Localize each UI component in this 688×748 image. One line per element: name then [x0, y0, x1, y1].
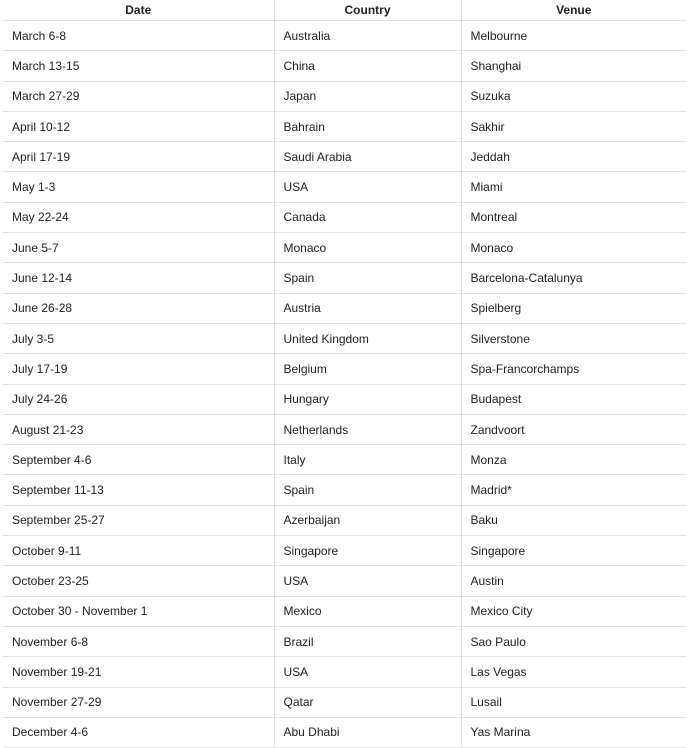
table-row	[3, 111, 686, 141]
table-row	[3, 142, 686, 172]
date-cell: April 10-12	[3, 111, 274, 141]
country-cell: Hungary	[274, 384, 461, 414]
table-row	[3, 475, 686, 505]
date-cell: May 1-3	[3, 172, 274, 202]
date-cell: October 9-11	[3, 536, 274, 566]
venue-cell: Melbourne	[461, 21, 686, 51]
country-cell: Monaco	[274, 233, 461, 263]
table-row	[3, 445, 686, 475]
country-cell: United Kingdom	[274, 323, 461, 353]
country-cell: Spain	[274, 263, 461, 293]
table-row	[3, 536, 686, 566]
venue-cell: Miami	[461, 172, 686, 202]
table-row	[3, 323, 686, 353]
venue-cell: Spa-Francorchamps	[461, 354, 686, 384]
venue-cell: Lusail	[461, 687, 686, 717]
venue-cell: Mexico City	[461, 596, 686, 626]
table-row	[3, 657, 686, 687]
date-cell: August 21-23	[3, 414, 274, 444]
table-row	[3, 384, 686, 414]
venue-cell: Shanghai	[461, 51, 686, 81]
country-cell: Spain	[274, 475, 461, 505]
country-cell: Canada	[274, 202, 461, 232]
table-row	[3, 505, 686, 535]
table-row	[3, 263, 686, 293]
country-cell: USA	[274, 657, 461, 687]
country-cell: Belgium	[274, 354, 461, 384]
venue-cell: Madrid*	[461, 475, 686, 505]
date-cell: June 5-7	[3, 233, 274, 263]
date-cell: March 13-15	[3, 51, 274, 81]
column-header-country: Country	[274, 0, 461, 21]
country-cell: Japan	[274, 81, 461, 111]
date-cell: December 4-6	[3, 717, 274, 747]
venue-cell: Sao Paulo	[461, 626, 686, 656]
country-cell: Azerbaijan	[274, 505, 461, 535]
table-row	[3, 596, 686, 626]
venue-cell: Silverstone	[461, 323, 686, 353]
table-row	[3, 626, 686, 656]
date-cell: July 24-26	[3, 384, 274, 414]
country-cell: Bahrain	[274, 111, 461, 141]
table-row	[3, 51, 686, 81]
date-cell: September 4-6	[3, 445, 274, 475]
country-cell: Abu Dhabi	[274, 717, 461, 747]
date-cell: March 6-8	[3, 21, 274, 51]
country-cell: Mexico	[274, 596, 461, 626]
country-cell: USA	[274, 566, 461, 596]
country-cell: Netherlands	[274, 414, 461, 444]
venue-cell: Zandvoort	[461, 414, 686, 444]
table-row	[3, 21, 686, 51]
header-row	[3, 0, 686, 21]
date-cell: July 17-19	[3, 354, 274, 384]
date-cell: October 23-25	[3, 566, 274, 596]
table-row	[3, 293, 686, 323]
table-row	[3, 172, 686, 202]
table-row	[3, 566, 686, 596]
date-cell: June 26-28	[3, 293, 274, 323]
table-row	[3, 717, 686, 747]
table-row	[3, 202, 686, 232]
country-cell: Italy	[274, 445, 461, 475]
venue-cell: Baku	[461, 505, 686, 535]
venue-cell: Budapest	[461, 384, 686, 414]
table-row	[3, 687, 686, 717]
race-calendar-table	[3, 0, 686, 748]
date-cell: November 27-29	[3, 687, 274, 717]
venue-cell: Yas Marina	[461, 717, 686, 747]
date-cell: November 19-21	[3, 657, 274, 687]
venue-cell: Suzuka	[461, 81, 686, 111]
country-cell: China	[274, 51, 461, 81]
table-row	[3, 81, 686, 111]
date-cell: September 25-27	[3, 505, 274, 535]
venue-cell: Barcelona-Catalunya	[461, 263, 686, 293]
country-cell: Australia	[274, 21, 461, 51]
country-cell: Singapore	[274, 536, 461, 566]
venue-cell: Monza	[461, 445, 686, 475]
column-header-venue: Venue	[461, 0, 686, 21]
venue-cell: Austin	[461, 566, 686, 596]
country-cell: Qatar	[274, 687, 461, 717]
country-cell: Brazil	[274, 626, 461, 656]
venue-cell: Singapore	[461, 536, 686, 566]
column-header-date: Date	[3, 0, 274, 21]
table-body	[3, 21, 686, 748]
venue-cell: Sakhir	[461, 111, 686, 141]
venue-cell: Jeddah	[461, 142, 686, 172]
date-cell: April 17-19	[3, 142, 274, 172]
country-cell: USA	[274, 172, 461, 202]
date-cell: July 3-5	[3, 323, 274, 353]
country-cell: Saudi Arabia	[274, 142, 461, 172]
table-row	[3, 354, 686, 384]
venue-cell: Las Vegas	[461, 657, 686, 687]
country-cell: Austria	[274, 293, 461, 323]
venue-cell: Spielberg	[461, 293, 686, 323]
table-row	[3, 233, 686, 263]
date-cell: March 27-29	[3, 81, 274, 111]
table-header	[3, 0, 686, 21]
venue-cell: Montreal	[461, 202, 686, 232]
table-row	[3, 414, 686, 444]
date-cell: November 6-8	[3, 626, 274, 656]
date-cell: June 12-14	[3, 263, 274, 293]
date-cell: September 11-13	[3, 475, 274, 505]
venue-cell: Monaco	[461, 233, 686, 263]
date-cell: May 22-24	[3, 202, 274, 232]
date-cell: October 30 - November 1	[3, 596, 274, 626]
